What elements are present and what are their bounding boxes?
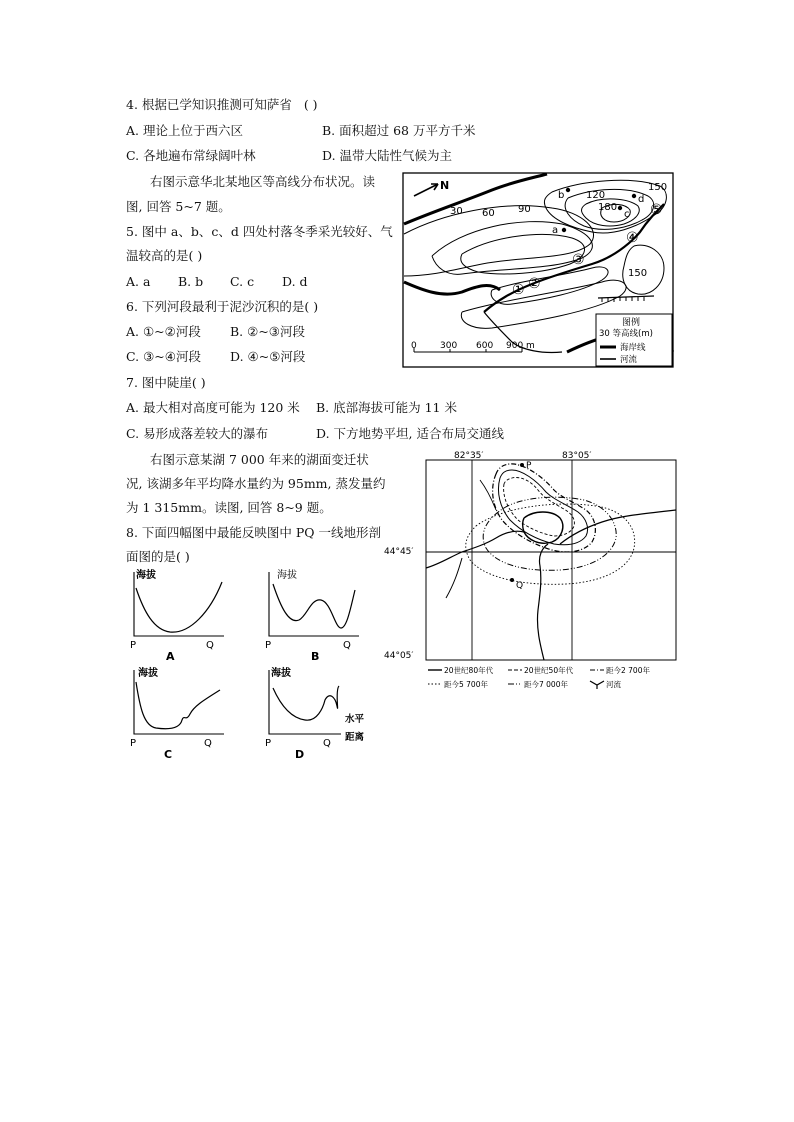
q4-option-d: D. 温带大陆性气候为主 xyxy=(322,148,453,163)
lat-44-45: 44°45′ xyxy=(384,547,414,557)
lake-legend-river: 河流 xyxy=(606,680,621,689)
q5-option-d: D. d xyxy=(282,274,308,289)
reach-1: ① xyxy=(512,282,525,298)
lake-legend-2700: 距今2 700年 xyxy=(606,666,650,675)
profile-b-label: B xyxy=(311,650,320,662)
scale-300: 300 xyxy=(440,341,458,351)
village-b: b xyxy=(558,190,565,201)
q5-option-c: C. c xyxy=(230,274,255,289)
lake-legend-7000: 距今7 000年 xyxy=(524,680,568,689)
profile-d xyxy=(255,660,375,760)
q5-option-b: B. b xyxy=(178,274,204,289)
contour-map xyxy=(402,172,674,368)
contour-label-120: 120 xyxy=(586,190,606,201)
contour-label-180: 180 xyxy=(598,202,618,213)
village-a: a xyxy=(552,225,559,236)
intro-8-9-line3: 为 1 315mm。读图, 回答 8~9 题。 xyxy=(126,500,332,515)
scale-900: 900 m xyxy=(506,341,535,351)
contour-label-60: 60 xyxy=(482,208,495,219)
q6-stem: 6. 下列河段最利于泥沙沉积的是( ) xyxy=(126,299,319,314)
intro-5-7-line1: 右图示意华北某地区等高线分布状况。读 xyxy=(150,174,376,189)
reach-2: ② xyxy=(528,276,541,292)
q5-option-a: A. a xyxy=(126,274,151,289)
contour-label-150-top: 150 xyxy=(648,182,668,193)
profile-c xyxy=(120,660,230,760)
north-label: N xyxy=(440,179,450,192)
profile-b-p: P xyxy=(265,640,272,651)
intro-8-9-line1: 右图示意某湖 7 000 年来的湖面变迁状 xyxy=(150,452,369,467)
legend-coast: 海岸线 xyxy=(620,343,646,353)
q6-option-d: D. ④~⑤河段 xyxy=(230,349,306,364)
reach-4: ④ xyxy=(626,230,639,246)
profile-b-q: Q xyxy=(343,640,351,651)
profile-c-ylabel: 海拔 xyxy=(138,668,158,679)
village-d: d xyxy=(638,194,645,205)
profile-b-ylabel: 海拔 xyxy=(277,570,297,581)
q7-stem: 7. 图中陡崖( ) xyxy=(126,375,206,390)
point-p: P xyxy=(526,461,532,471)
q6-option-a: A. ①~②河段 xyxy=(126,324,201,339)
profile-d-ylabel: 海拔 xyxy=(271,668,291,679)
legend-river: 河流 xyxy=(620,355,638,365)
profile-a-p: P xyxy=(130,640,137,651)
q7-option-c: C. 易形成落差较大的瀑布 xyxy=(126,426,269,441)
q4-option-b: B. 面积超过 68 万平方千米 xyxy=(322,123,476,138)
q4-option-c: C. 各地遍布常绿阔叶林 xyxy=(126,148,256,163)
q7-option-a: A. 最大相对高度可能为 120 米 xyxy=(126,400,300,415)
contour-label-150-bottom: 150 xyxy=(628,268,648,279)
profile-d-label: D xyxy=(295,748,305,760)
q6-option-b: B. ②~③河段 xyxy=(230,324,306,339)
village-c: c xyxy=(624,209,630,220)
lon-83-05: 83°05′ xyxy=(562,451,592,461)
lake-legend-5700: 距今5 700年 xyxy=(444,680,488,689)
q6-option-c: C. ③~④河段 xyxy=(126,349,201,364)
profile-a-label: A xyxy=(166,650,175,662)
profile-a-ylabel: 海拔 xyxy=(136,570,156,581)
profile-a xyxy=(120,562,230,662)
point-q: Q xyxy=(516,581,524,591)
scale-600: 600 xyxy=(476,341,494,351)
profile-c-q: Q xyxy=(204,738,212,749)
lake-legend-80s: 20世纪80年代 xyxy=(444,666,494,675)
q7-option-d: D. 下方地势平坦, 适合布局交通线 xyxy=(316,426,504,441)
contour-label-90: 90 xyxy=(518,204,531,215)
lat-44-05: 44°05′ xyxy=(384,651,414,661)
lake-legend-50s: 20世纪50年代 xyxy=(524,666,574,675)
contour-label-30: 30 xyxy=(450,206,463,217)
q5-stem-line1: 5. 图中 a、b、c、d 四处村落冬季采光较好、气 xyxy=(126,224,393,239)
profile-a-q: Q xyxy=(206,640,214,651)
legend-contour: 30 等高线(m) xyxy=(599,329,653,339)
q4-stem: 4. 根据已学知识推测可知萨省 ( ) xyxy=(126,97,318,112)
q7-option-b: B. 底部海拔可能为 11 米 xyxy=(316,400,457,415)
lon-82-35: 82°35′ xyxy=(454,451,484,461)
profile-c-label: C xyxy=(164,748,173,760)
reach-5: ⑤ xyxy=(650,202,663,218)
profile-c-p: P xyxy=(130,738,137,749)
q8-stem-line2: 面图的是( ) xyxy=(126,549,190,564)
q8-stem-line1: 8. 下面四幅图中最能反映图中 PQ 一线地形剖 xyxy=(126,525,382,540)
profile-d-q: Q xyxy=(323,738,331,749)
lake-map xyxy=(384,448,684,692)
profile-b xyxy=(255,562,365,662)
profile-d-p: P xyxy=(265,738,272,749)
intro-5-7-line2: 图, 回答 5~7 题。 xyxy=(126,199,231,214)
legend-title: 图例 xyxy=(622,318,641,328)
q5-stem-line2: 温较高的是( ) xyxy=(126,248,203,263)
profile-d-xlabel-1: 水平 xyxy=(345,714,365,725)
q4-option-a: A. 理论上位于西六区 xyxy=(126,123,243,138)
reach-3: ③ xyxy=(572,252,585,268)
intro-8-9-line2: 况, 该湖多年平均降水量约为 95mm, 蒸发量约 xyxy=(126,476,386,491)
scale-0: 0 xyxy=(411,341,417,351)
profile-d-xlabel-2: 距离 xyxy=(345,732,365,743)
